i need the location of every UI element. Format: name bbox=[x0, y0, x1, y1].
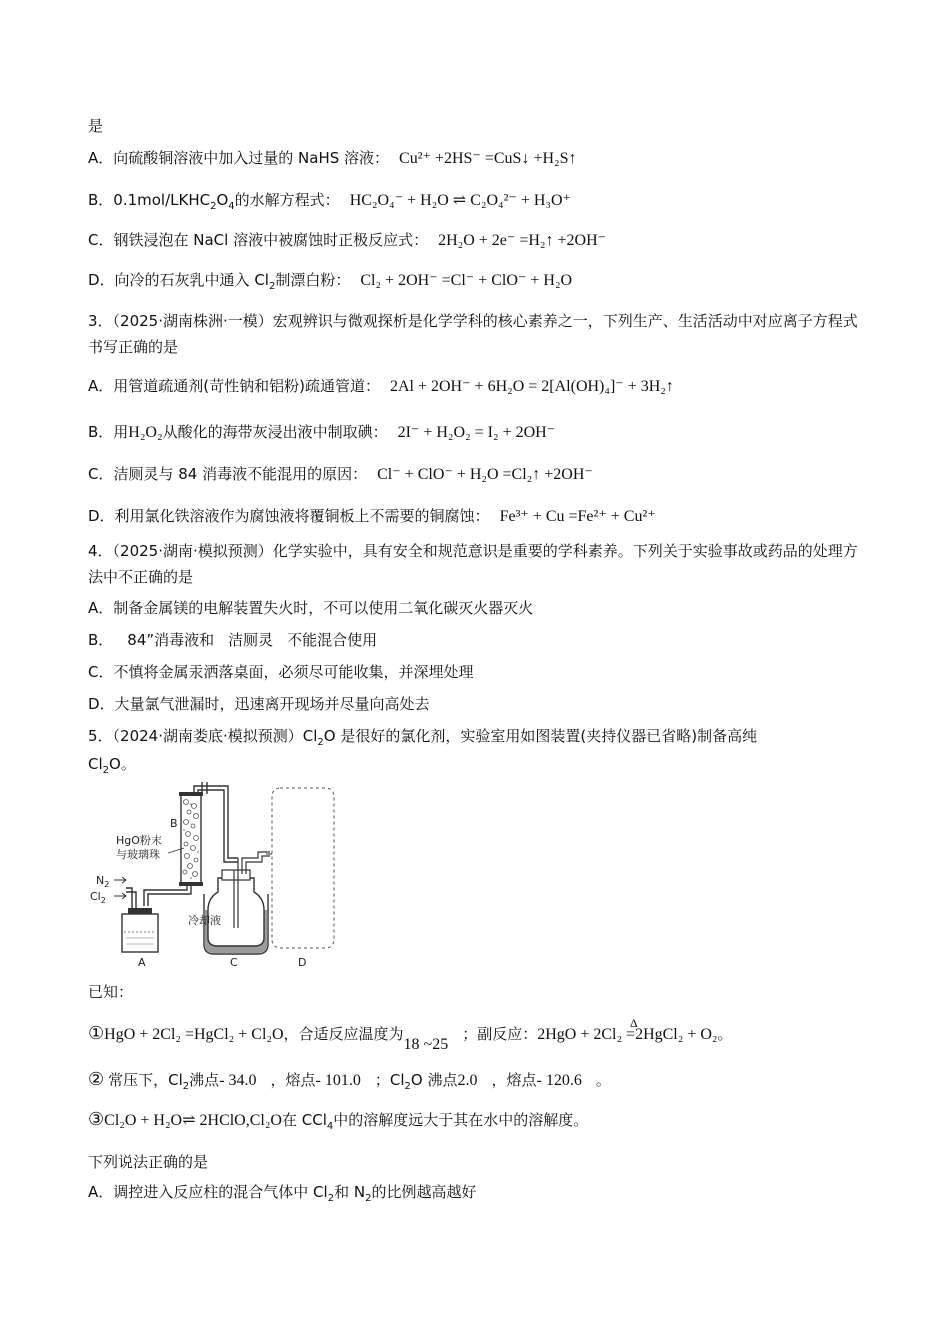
equation: 2H₂O + 2e⁻ =H₂↑ +2OH⁻ bbox=[438, 232, 607, 249]
label-b: B bbox=[170, 817, 178, 830]
option-q2-d[interactable]: D．向冷的石灰乳中通入 $Cl_2$制漂白粉： Cl₂ + 2OH⁻ =Cl⁻ + ClO⁻ + H₂O bbox=[88, 271, 573, 292]
apparatus-figure bbox=[86, 758, 356, 972]
label-hgo-1: HgO粉末 bbox=[116, 834, 162, 847]
option-q4-d[interactable]: D．大量氯气泄漏时，迅速离开现场并尽量向高处去 bbox=[88, 695, 430, 713]
device-d-placeholder bbox=[272, 788, 334, 948]
wash-bottle-a bbox=[122, 908, 158, 952]
option-q4-a[interactable]: A．制备金属镁的电解装置失火时，不可以使用二氧化碳灭火器灭火 bbox=[88, 599, 534, 617]
known-item-3: ③Cl₂O + H₂O⇌ 2HClO,Cl₂O在 CCl$_4$中的溶解度远大于其在水中的溶解度。 bbox=[88, 1109, 589, 1132]
equation: Cl⁻ + ClO⁻ + H₂O =Cl₂↑ +2OH⁻ bbox=[377, 466, 593, 483]
option-q3-a[interactable]: A．用管道疏通剂(苛性钠和铝粉)疏通管道： 2Al + 2OH⁻ + 6H₂O = 2[Al(OH)₄]⁻ + 3H₂↑ bbox=[88, 377, 674, 395]
equation: 2I⁻ + H₂O₂ = I₂ + 2OH⁻ bbox=[397, 424, 556, 441]
equation: Cu²⁺ +2HS⁻ =CuS↓ +H₂S↑ bbox=[399, 150, 577, 167]
known-heading: 已知： bbox=[88, 983, 134, 1001]
known-item-1: ①HgO + 2Cl₂ =HgCl₂ + Cl₂O，合适反应温度为18 ~25；副反应：2HgO + 2Cl₂ Δ =2HgCl₂ + O₂。 bbox=[88, 1016, 733, 1053]
question-4-stem: 4．（2025·湖南·模拟预测）化学实验中，具有安全和规范意识是重要的学科素养。下列关于实验事故或药品的处理方法中不正确的是 bbox=[88, 542, 858, 586]
label-n2: $N_2$ bbox=[96, 874, 110, 889]
label-cl2: $Cl_2$ bbox=[90, 890, 106, 905]
option-q2-c[interactable]: C．钢铁浸泡在 NaCl 溶液中被腐蚀时正极反应式： 2H₂O + 2e⁻ =H₂↑ +2OH⁻ bbox=[88, 231, 607, 249]
label-hgo-2: 与玻璃珠 bbox=[116, 848, 160, 861]
label-cooling-liquid: 冷却液 bbox=[188, 914, 221, 927]
cold-trap-c bbox=[204, 852, 270, 954]
option-q3-b[interactable]: B．用H₂O₂从酸化的海带灰浸出液中制取碘： 2I⁻ + H₂O₂ = I₂ + 2OH⁻ bbox=[88, 423, 556, 441]
option-q4-c[interactable]: C．不慎将金属汞洒落桌面，必须尽可能收集，并深埋处理 bbox=[88, 663, 474, 681]
equation: HC₂O₄⁻ + H₂O ⇌ C₂O₄²⁻ + H₃O⁺ bbox=[349, 192, 571, 209]
question-3-stem: 3．（2025·湖南株洲·一模）宏观辨识与微观探析是化学学科的核心素养之一，下列生产、生活活动中对应离子方程式书写正确的是 bbox=[88, 312, 858, 356]
option-q3-d[interactable]: D．利用氯化铁溶液作为腐蚀液将覆铜板上不需要的铜腐蚀： Fe³⁺ + Cu =Fe²⁺ + Cu²⁺ bbox=[88, 507, 656, 525]
question-5-ask: 下列说法正确的是 bbox=[88, 1153, 209, 1171]
option-q5-a[interactable]: A．调控进入反应柱的混合气体中 $Cl_2$和 $N_2$的比例越高越好 bbox=[88, 1183, 477, 1204]
option-q4-b[interactable]: B． 84”消毒液和 洁厕灵 不能混合使用 bbox=[88, 631, 378, 649]
label-a: A bbox=[138, 956, 146, 969]
question-stem-tail: 是 bbox=[88, 117, 104, 135]
reaction-column-b bbox=[179, 792, 203, 886]
question-5-stem: 5．（2024·湖南娄底·模拟预测）$Cl_2O$ 是很好的氯化剂，实验室用如图装置(夹持仪器已省略)制备高纯 bbox=[88, 727, 758, 748]
label-c: C bbox=[230, 956, 238, 969]
equation: Fe³⁺ + Cu =Fe²⁺ + Cu²⁺ bbox=[499, 508, 656, 525]
question-5-stem-line2: $Cl_2O$。 bbox=[88, 755, 136, 776]
equation: Cl₂ + 2OH⁻ =Cl⁻ + ClO⁻ + H₂O bbox=[360, 272, 573, 289]
option-q3-c[interactable]: C．洁厕灵与 84 消毒液不能混用的原因： Cl⁻ + ClO⁻ + H₂O =Cl₂↑ +2OH⁻ bbox=[88, 465, 593, 483]
option-q2-b[interactable]: B．$0.1mol/LKHC_2O_4$的水解方程式： HC₂O₄⁻ + H₂O ⇌ C₂O₄²⁻ + H₃O⁺ bbox=[88, 191, 571, 212]
known-item-2: ② 常压下，$Cl_2$沸点- 34.0 ，熔点- 101.0 ；$Cl_2O$ 沸点2.0 ，熔点- 120.6 。 bbox=[88, 1069, 611, 1092]
option-q2-a[interactable]: A．向硫酸铜溶液中加入过量的 NaHS 溶液： Cu²⁺ +2HS⁻ =CuS↓ +H₂S↑ bbox=[88, 149, 577, 167]
equation: 2Al + 2OH⁻ + 6H₂O = 2[Al(OH)₄]⁻ + 3H₂↑ bbox=[389, 378, 674, 395]
label-d: D bbox=[298, 956, 307, 969]
